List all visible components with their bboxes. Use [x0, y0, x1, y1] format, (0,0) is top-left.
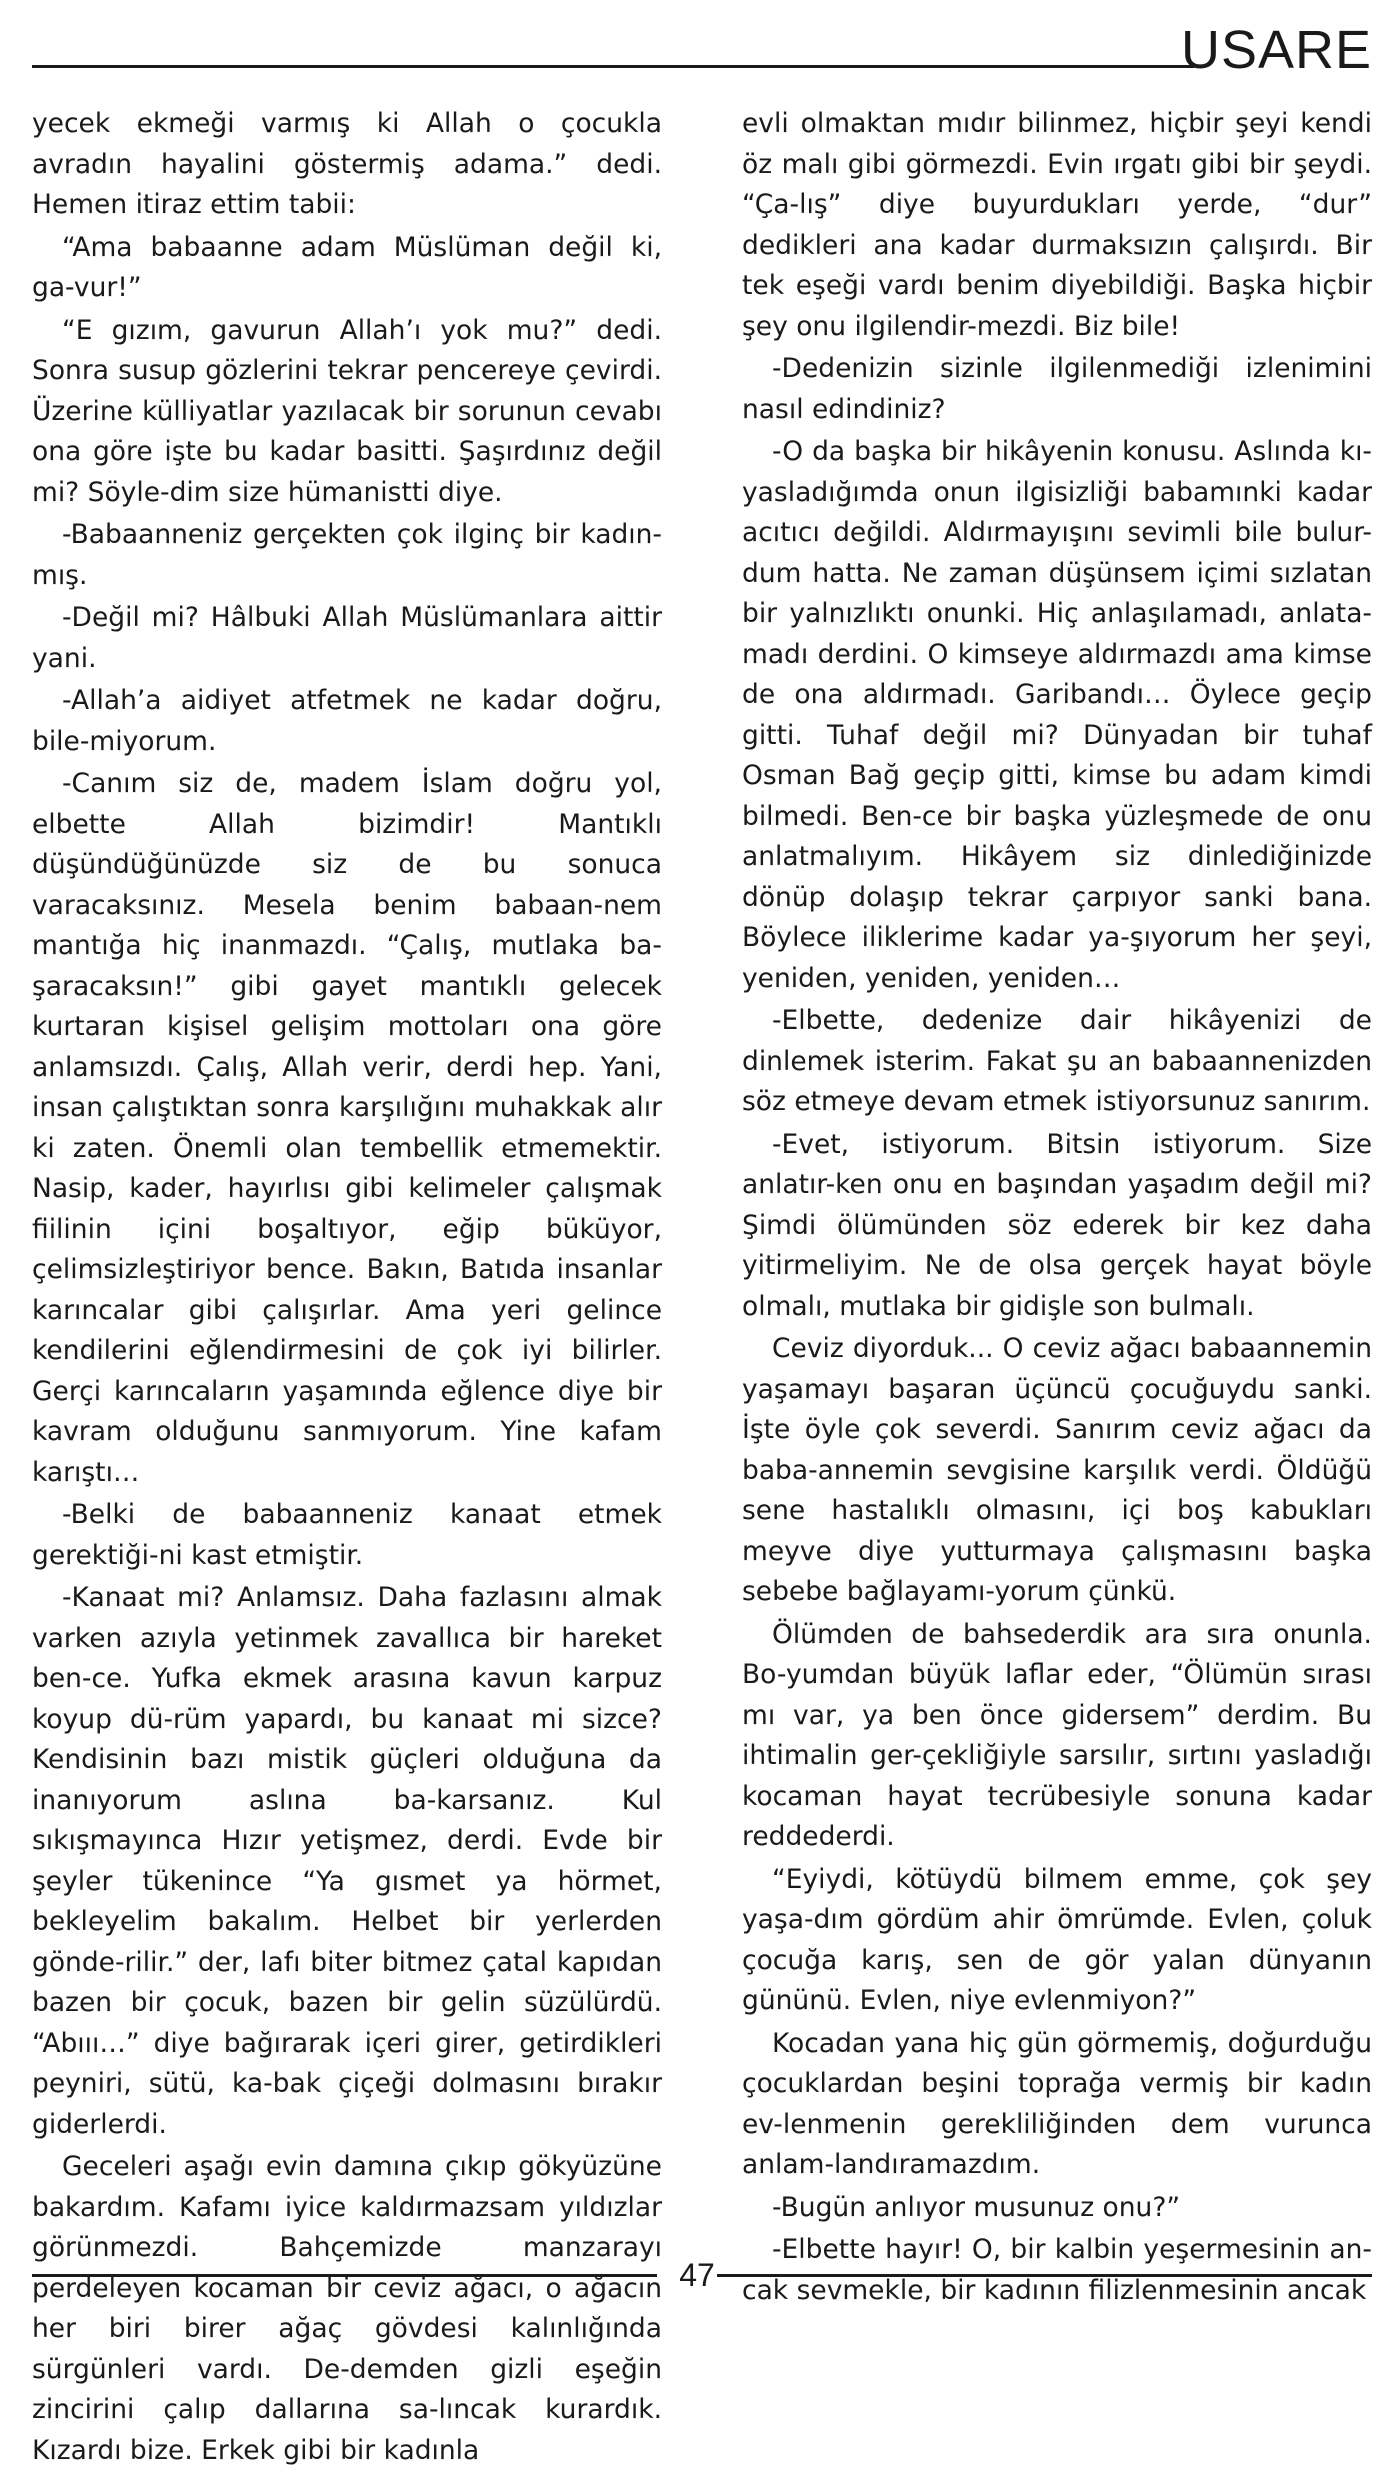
right-column [742, 104, 1372, 2306]
footer-rule-right [717, 2274, 1372, 2277]
paragraph: -Canım siz de, madem İslam doğru yol, elbette Allah bizimdir! Mantıklı düşündüğünüzde siz de bu sonuca varacaksınız. Mesela benim babaan-nem mantığa hiç inanmazdı. “Çalış, mutlaka ba-şaracaksın!” gibi gayet mantıklı gelecek kurtaran kişisel gelişim mottoları ona göre anlamsızdı. Çalış, Allah verir, derdi hep. Yani, insan çalıştıktan sonra karşılığını muhakkak alır ki zaten. Önemli olan tembellik etmemektir. Nasip, kader, hayırlısı gibi kelimeler çalışmak fiilinin içini boşaltıyor, eğip büküyor, çelimsizleştiriyor bence. Bakın, Batıda insanlar karıncalar gibi çalışırlar. Ama yeri gelince kendilerini eğlendirmesini de çok iyi bilirler. Gerçi karıncaların yaşamında eğlence diye bir kavram olduğunu sanmıyorum. Yine kafam karıştı… [32, 768, 662, 1488]
paragraph: “Ama babaanne adam Müslüman değil ki, ga-vur!” [32, 231, 662, 303]
paragraph: -Evet, istiyorum. Bitsin istiyorum. Size anlatır-ken onu en başından yaşadım değil mi? Şimdi ölümünden söz ederek bir kez daha yitirmeliyim. Ne de olsa gerçek hayat böyle olmalı, mutlaka bir gidişle son bulmalı. [742, 1128, 1372, 1322]
paragraph: -Babaanneniz gerçekten çok ilginç bir kadın-mış. [32, 519, 662, 591]
paragraph: -Elbette hayır! O, bir kalbin yeşermesinin an-cak sevmekle, bir kadının filizlenmesinin ancak [742, 2234, 1372, 2306]
paragraph: “E gızım, gavurun Allah’ı yok mu?” dedi. Sonra susup gözlerini tekrar pencereye çevirdi. Üzerine külliyatlar yazılacak bir sorunun cevabı ona göre işte bu kadar basitti. Şaşırdınız değil mi? Söyle-dim size hümanistti diye. [32, 314, 662, 508]
paragraph: -Bugün anlıyor musunuz onu?” [772, 2191, 1181, 2223]
paragraph: Ölümden de bahsederdik ara sıra onunla. Bo-yumdan büyük laflar eder, “Ölümün sırası mı var, ya ben önce gidersem” derdim. Bu ihtimalin ger-çekliğiyle sarsılır, sırtını yasladığı kocaman hayat tecrübesiyle sonuna kadar reddederdi. [742, 1618, 1372, 1852]
paragraph: Ceviz diyorduk... O ceviz ağacı babaannemin yaşamayı başaran üçüncü çocuğuydu sanki. İşte öyle çok severdi. Sanırım ceviz ağacı da baba-annemin sevgisine karşılık verdi. Öldüğü sene hastalıklı olmasını, içi boş kabukları meyve diye yutturmaya çalışmasını başka sebebe bağlayamı-yorum çünkü. [742, 1333, 1372, 1607]
paragraph: -Elbette, dedenize dair hikâyenizi de dinlemek isterim. Fakat şu an babaannenizden söz etmeye devam etmek istiyorsunuz sanırım. [742, 1005, 1372, 1117]
paragraph: Kocadan yana hiç gün görmemiş, doğurduğu çocuklardan beşini toprağa vermiş bir kadın ev-lenmenin gerekliliğinden dem vurunca anlam-landıramazdım. [742, 2027, 1372, 2180]
paragraph: Geceleri aşağı evin damına çıkıp gökyüzüne bakardım. Kafamı iyice kaldırmazsam yıldızlar görünmezdi. Bahçemizde manzarayı perdeleyen kocaman bir ceviz ağacı, o ağacın her biri birer ağaç gövdesi kalınlığında sürgünleri vardı. De-demden gizli eşeğin zincirini çalıp dallarına sa-lıncak kurardık. Kızardı bize. Erkek gibi bir kadınla [32, 2151, 662, 2466]
paragraph: -Allah’a aidiyet atfetmek ne kadar doğru, bile-miyorum. [32, 685, 662, 757]
header-rule [32, 65, 1194, 68]
paragraph: -Dedenizin sizinle ilgilenmediği izlenimini nasıl edindiniz? [742, 353, 1372, 425]
page-footer [32, 2255, 1372, 2295]
footer-rule-left [32, 2274, 657, 2277]
paragraph: -Kanaat mi? Anlamsız. Daha fazlasını almak varken azıyla yetinmek zavallıca bir hareket ben-ce. Yufka ekmek arasına kavun karpuz koyup dü-rüm yapardı, bu kanaat mi sizce? Kendisinin bazı mistik güçleri olduğuna da inanıyorum aslına ba-karsanız. Kul sıkışmayınca Hızır yetişmez, derdi. Evde bir şeyler tükenince “Ya gısmet ya hörmet, bekleyelim bakalım. Helbet bir yerlerden gönde-rilir.” der, lafı biter bitmez çatal kapıdan bazen bir çocuk, bazen bir gelin süzülürdü. “Abııı…” diye bağırarak içeri girer, getirdikleri peyniri, sütü, ka-bak çiçeği dolmasını bırakır giderlerdi. [32, 1582, 662, 2140]
paragraph: -Belki de babaanneniz kanaat etmek gerektiği-ni kast etmiştir. [32, 1499, 662, 1571]
paragraph: yecek ekmeği varmış ki Allah o çocukla avradın hayalini göstermiş adama.” dedi. Hemen itiraz ettim tabii: [32, 108, 662, 220]
left-column [32, 104, 662, 2466]
page-number: 47 [679, 2257, 715, 2293]
page-header [32, 20, 1372, 80]
paragraph: “Eyiydi, kötüydü bilmem emme, çok şey yaşa-dım gördüm ahir ömrümde. Evlen, çoluk çocuğa karış, sen de gör yalan dünyanın gününü. Evlen, niye evlenmiyon?” [742, 1863, 1372, 2016]
paragraph: -Değil mi? Hâlbuki Allah Müslümanlara aittir yani. [32, 602, 662, 674]
magazine-name: USARE [1180, 20, 1372, 80]
paragraph: evli olmaktan mıdır bilinmez, hiçbir şeyi kendi öz malı gibi görmezdi. Evin ırgatı gibi bir şeydi. “Ça-lış” diye buyurdukları yerde, “dur” dedikleri ana kadar durmaksızın çalışırdı. Bir tek eşeği vardı benim diyebildiği. Başka hiçbir şey onu ilgilendir-mezdi. Biz bile! [742, 108, 1372, 342]
paragraph: -O da başka bir hikâyenin konusu. Aslında kı-yasladığımda onun ilgisizliği babamınki kadar acıtıcı değildi. Aldırmayışını sevimli bile bulur-dum hatta. Ne zaman düşünsem içimi sızlatan bir yalnızlıktı onunki. Hiç anlaşılamadı, anlata-madı derdini. O kimseye aldırmazdı ama kimse de ona aldırmadı. Garibandı… Öylece geçip gitti. Tuhaf değil mi? Dünyadan bir tuhaf Osman Bağ geçip gitti, kimse bu adam kimdi bilmedi. Ben-ce bir başka yüzleşmede de onu anlatmalıyım. Hikâyem siz dinlediğinizde dönüp dolaşıp tekrar çarpıyor sanki bana. Böylece iliklerime kadar ya-şıyorum her şeyi, yeniden, yeniden, yeniden… [742, 436, 1372, 994]
